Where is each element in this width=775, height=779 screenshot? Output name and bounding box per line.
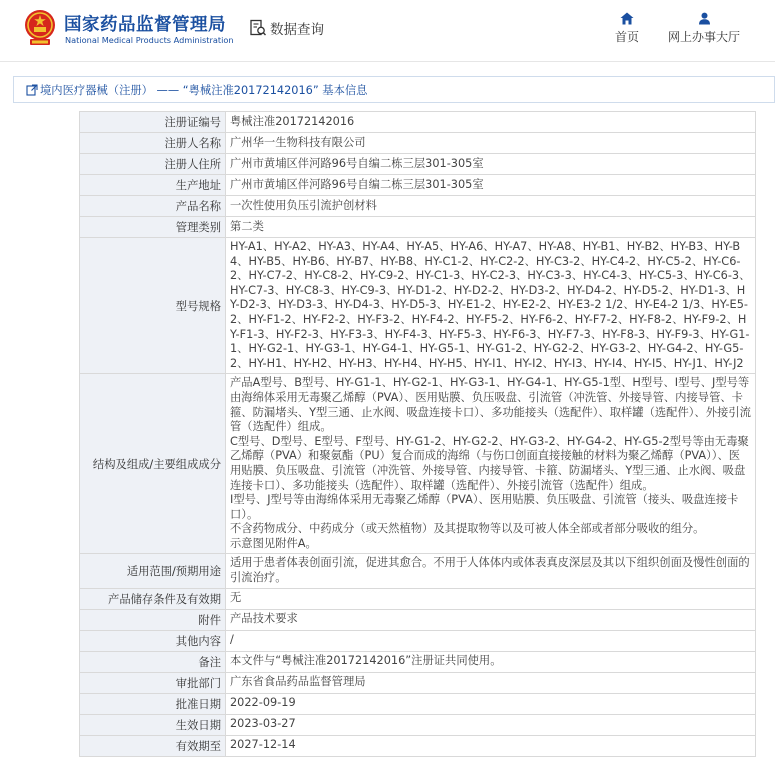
field-value: /	[226, 630, 756, 651]
field-label: 附件	[80, 609, 226, 630]
field-label: 管理类别	[80, 217, 226, 238]
table-row	[80, 374, 756, 554]
table-row	[80, 672, 756, 693]
table-row	[80, 588, 756, 609]
field-value: HY-A1、HY-A2、HY-A3、HY-A4、HY-A5、HY-A6、HY-A7、HY-A8、HY-B1、HY-B2、HY-B3、HY-B4、HY-B5、HY-B6、HY-B7、HY-B8、HY-C1-2、HY-C2-2、HY-C3-2、HY-C4-2、HY-C5-2、HY-C6-2、HY-C7-2、HY-C8-2、HY-C9-2、HY-C1-3、HY-C2-3、HY-C3-3、HY-C4-3、HY-C5-3、HY-C6-3、HY-C7-3、HY-C8-3、HY-C9-3、HY-D1-2、HY-D2-2、HY-D3-2、HY-D4-2、HY-D5-2、HY-D1-3、HY-D2-3、HY-D3-3、HY-D4-3、HY-D5-3、HY-E1-2、HY-E2-2、HY-E3-2 1/2、HY-E4-2 1/3、HY-E5-2、HY-F1-2、HY-F2-2、HY-F3-2、HY-F4-2、HY-F5-2、HY-F6-2、HY-F7-2、HY-F8-2、HY-F9-2、HY-F1-3、HY-F2-3、HY-F3-3、HY-F4-3、HY-F5-3、HY-F6-3、HY-F7-3、HY-F8-3、HY-F9-3、HY-G1-1、HY-G2-1、HY-G3-1、HY-G4-1、HY-G5-1、HY-G1-2、HY-G2-2、HY-G3-2、HY-G4-2、HY-G5-2、HY-H1、HY-H2、HY-H3、HY-H4、HY-H5、HY-I1、HY-I2、HY-I3、HY-I4、HY-I5、HY-J1、HY-J2	[226, 238, 756, 374]
site-title: 国家药品监督管理局	[64, 15, 226, 35]
detail-table-wrapper	[79, 111, 756, 757]
site-subtitle: National Medical Products Administration	[65, 35, 234, 45]
field-label: 型号规格	[80, 238, 226, 374]
field-value: 第二类	[226, 217, 756, 238]
nav-home-link[interactable]	[611, 12, 643, 45]
user-icon	[698, 12, 711, 25]
field-value: 无	[226, 588, 756, 609]
table-row	[80, 196, 756, 217]
data-search-link[interactable]	[249, 18, 324, 38]
field-label: 生产地址	[80, 175, 226, 196]
table-row	[80, 651, 756, 672]
breadcrumb	[13, 76, 775, 103]
table-row	[80, 693, 756, 714]
field-value: 2027-12-14	[226, 735, 756, 756]
field-label: 备注	[80, 651, 226, 672]
field-label: 注册人名称	[80, 133, 226, 154]
field-label: 批准日期	[80, 693, 226, 714]
table-row	[80, 554, 756, 588]
table-row	[80, 133, 756, 154]
field-value: 广州市黄埔区伴河路96号自编二栋三层301-305室	[226, 154, 756, 175]
table-row	[80, 238, 756, 374]
field-value: 广州华一生物科技有限公司	[226, 133, 756, 154]
field-value: 粤械注准20172142016	[226, 112, 756, 133]
field-label: 产品名称	[80, 196, 226, 217]
field-label: 注册证编号	[80, 112, 226, 133]
field-value: 广州市黄埔区伴河路96号自编二栋三层301-305室	[226, 175, 756, 196]
table-row	[80, 112, 756, 133]
field-value: 2022-09-19	[226, 693, 756, 714]
table-row	[80, 630, 756, 651]
home-icon	[620, 12, 634, 25]
table-row	[80, 609, 756, 630]
field-label: 结构及组成/主要组成成分	[80, 374, 226, 554]
table-row	[80, 735, 756, 756]
field-label: 有效期至	[80, 735, 226, 756]
nav-online-office-link[interactable]	[662, 12, 746, 45]
breadcrumb-text: 境内医疗器械（注册） —— “粤械注准20172142016” 基本信息	[40, 83, 368, 97]
table-row	[80, 175, 756, 196]
nav-home-label: 首页	[614, 30, 639, 44]
field-label: 生效日期	[80, 714, 226, 735]
national-emblem-icon	[24, 9, 56, 47]
site-header	[0, 0, 775, 62]
field-value: 本文件与“粤械注准20172142016”注册证共同使用。	[226, 651, 756, 672]
field-value: 一次性使用负压引流护创材料	[226, 196, 756, 217]
field-label: 注册人住所	[80, 154, 226, 175]
data-search-label: 数据查询	[270, 22, 324, 38]
table-row	[80, 154, 756, 175]
field-value: 适用于患者体表创面引流，促进其愈合。不用于人体体内或体表真皮深层及其以下组织创面及慢性创面的引流治疗。	[226, 554, 756, 588]
table-row	[80, 714, 756, 735]
data-search-icon	[249, 19, 267, 37]
field-label: 适用范围/预期用途	[80, 554, 226, 588]
registration-detail-table	[79, 111, 756, 757]
field-value: 产品技术要求	[226, 609, 756, 630]
field-value: 广东省食品药品监督管理局	[226, 672, 756, 693]
field-value: 2023-03-27	[226, 714, 756, 735]
field-label: 其他内容	[80, 630, 226, 651]
field-label: 产品储存条件及有效期	[80, 588, 226, 609]
field-label: 审批部门	[80, 672, 226, 693]
external-link-icon	[26, 84, 38, 96]
nav-online-office-label: 网上办事大厅	[667, 30, 740, 44]
table-row	[80, 217, 756, 238]
field-value: 产品A型号、B型号、HY-G1-1、HY-G2-1、HY-G3-1、HY-G4-1、HY-G5-1型、H型号、I型号、J型号等由海绵体采用无毒聚乙烯醇（PVA）、医用贴膜、负压吸盘、引流管（冲洗管、外接导管、内接导管、卡箍、防漏堵头、Y型三通、止水阀、吸盘连接卡口）、多功能接头（选配件）、取样罐（选配件）、外接引流管（选配件）组成。 C型号、D型号、E型号、F型号、HY-G1-2、HY-G2-2、HY-G3-2、HY-G4-2、HY-G5-2型号等由无毒聚乙烯醇（PVA）和聚氨酯（PU）复合而成的海绵（与伤口创面直接接触的材料为聚乙烯醇（PVA））、医用贴膜、负压吸盘、引流管（冲洗管、外接导管、内接导管、卡箍、防漏堵头、Y型三通、止水阀、吸盘连接卡口）、多功能接头（选配件）、取样罐（选配件）、外接引流管（选配件）组成。 I型号、J型号等由海绵体采用无毒聚乙烯醇（PVA）、医用贴膜、负压吸盘、引流管（接头、吸盘连接卡口）。 不含药物成分、中药成分（或天然植物）及其提取物等以及可被人体全部或者部分吸收的组分。 示意图见附件A。	[226, 374, 756, 554]
